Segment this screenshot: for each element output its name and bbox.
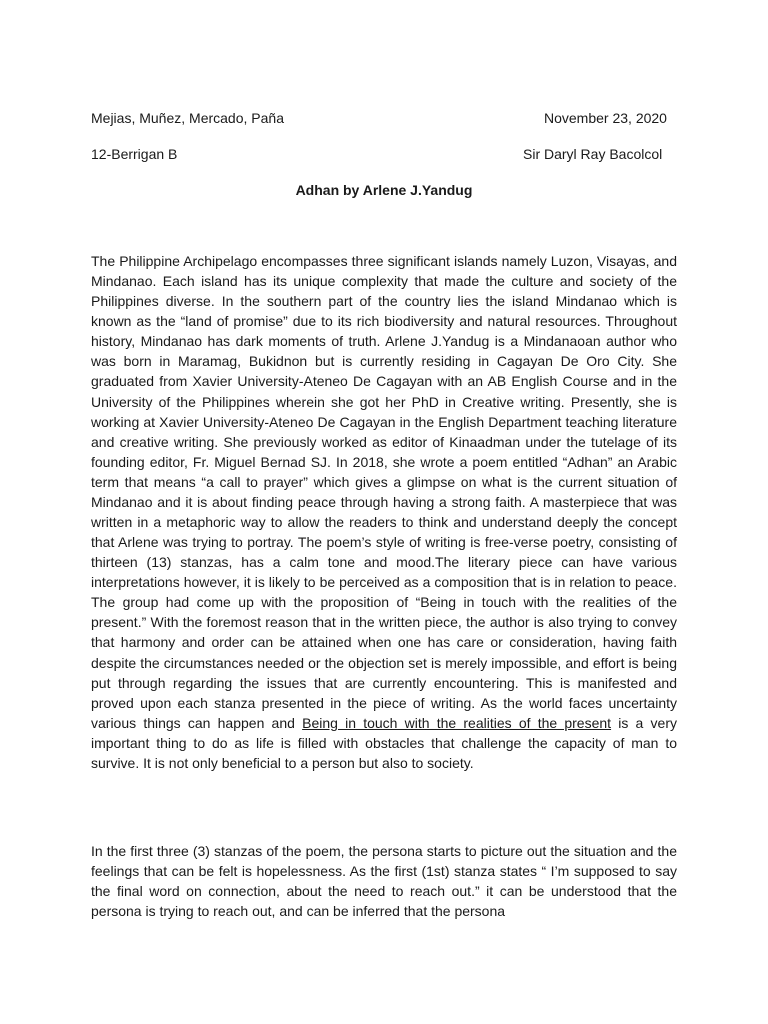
- authors-text: Mejias, Muñez, Mercado, Paña: [91, 110, 284, 126]
- body-paragraph-2: In the first three (3) stanzas of the poem, the persona starts to picture out the situation and the feelings that can be felt is hopelessness. As the first (1st) stanza states “ I’m supposed to say the final word on connection, about the need to reach out.” it can be understood that the persona is trying to reach out, and can be inferred that the persona: [91, 843, 677, 920]
- document-title: Adhan by Arlene J.Yandug: [295, 182, 473, 198]
- underlined-proposition: Being in touch with the realities of the present: [302, 714, 612, 731]
- body-paragraph-1: [91, 251, 677, 773]
- section-text: 12-Berrigan B: [91, 146, 178, 162]
- teacher-text: Sir Daryl Ray Bacolcol: [523, 146, 663, 162]
- paragraph-1-text-end: is a very important thing to do as life is filled with obstacles that challenge the capacity of man to survive. It is not only beneficial to a person but also to society.: [91, 714, 677, 771]
- date-text: November 23, 2020: [544, 110, 667, 126]
- paragraph-1-text: The Philippine Archipelago encompasses three significant islands namely Luzon, Visayas, and Mindanao. Each island has its unique complexity that made the culture and society of the Philippines diverse. In the southern part of the country lies the island Mindanao which is known as the “land of promise” due to its rich biodiversity and natural resources. Throughout history, Mindanao has dark moments of truth. Arlene J.Yandug is a Mindanaoan author who was born in Maramag, Bukidnon but is currently residing in Cagayan De Oro City. She graduated from Xavier University-Ateneo De Cagayan with an AB English Course and in the University of the Philippines wherein she got her PhD in Creative writing. Presently, she is working at Xavier University-Ateneo De Cagayan in the English Department teaching literature and creative writing. She previously worked as editor of Kinaadman under the tutelage of its founding editor, Fr. Miguel Bernad SJ. In 2018, she wrote a poem entitled “Adhan” an Arabic term that means “a call to prayer” which gives a glimpse on what is the current situation of Mindanao and it is about finding peace through having a strong faith. A masterpiece that was written in a metaphoric way to allow the readers to think and understand deeply the concept that Arlene was trying to portray. The poem’s style of writing is free-verse poetry, consisting of thirteen (13) stanzas, has a calm tone and mood.The literary piece can have various interpretations however, it is likely to be perceived as a composition that is in relation to peace. The group had come up with the proposition of “Being in touch with the realities of the present.” With the foremost reason that in the written piece, the author is also trying to convey that harmony and order can be attained when one has care or consideration, having faith despite the circumstances needed or the objection set is merely impossible, and effort is being put through regarding the issues that are currently encountering. This is manifested and proved upon each stanza presented in the piece of writing. As the world faces uncertainty various things can happen and: [91, 253, 677, 731]
